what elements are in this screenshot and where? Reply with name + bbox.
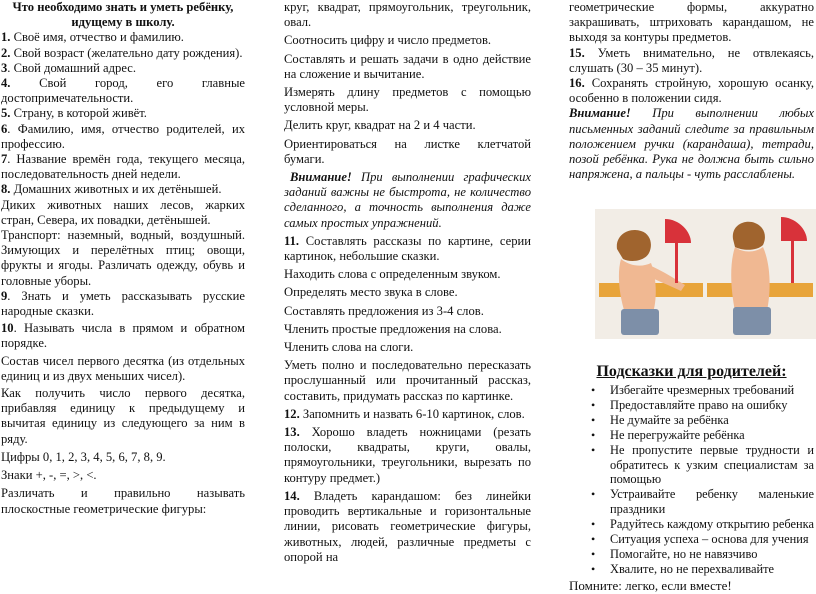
list-item-14 (284, 489, 531, 565)
list-item-8 (1, 182, 245, 197)
item-number: 1. (1, 30, 11, 45)
item-number: 11. (284, 233, 300, 248)
item-text: Уметь внимательно, не отвлекаясь, слушать (30 – 35 минут). (569, 45, 814, 75)
item-number: 10 (1, 321, 14, 336)
list-item-6 (1, 122, 245, 152)
item-number: 6 (1, 121, 8, 136)
divide-text: Делить круг, квадрат на 2 и 4 части. (284, 118, 476, 133)
list-item-11 (284, 234, 531, 264)
item-number: 15. (569, 45, 585, 60)
item-number: 14. (284, 488, 300, 503)
item-text: Владеть карандашом: без линейки проводить вертикальные и горизонтальные линии, рисовать геометрические фигуры, животных, людей, различные предметы с опорой на (284, 488, 531, 564)
item-number: 3 (1, 60, 8, 75)
list-item-1 (1, 30, 245, 45)
item-text: Своё имя, отчество и фамилию. (10, 30, 184, 45)
split-sentences-text: Членить простые предложения на слова. (284, 321, 502, 336)
tip-item: • Не перегружайте ребёнка (569, 428, 814, 443)
tip-item: • Не думайте за ребёнка (569, 413, 814, 428)
signs-text: Знаки +, -, =, >, <. (1, 468, 97, 483)
item-text: Сохранять стройную, хорошую осанку, особенно в положении сидя. (569, 76, 814, 106)
list-item-4 (1, 76, 245, 106)
list-item-15 (569, 46, 814, 76)
item-text: Свой город, его главные достопримечательности. (1, 76, 245, 106)
item-number: 12. (284, 406, 300, 421)
drawing-continued-text: геометрические формы, аккуратно закрашивать, штриховать карандашом, не выходя за контуры предметов. (569, 0, 814, 45)
item-text: Запомнить и назвать 6-10 картинок, слов. (299, 406, 525, 421)
lamp-stand (791, 241, 794, 283)
list-item-16 (569, 76, 814, 106)
attention-label: Внимание! (290, 170, 352, 185)
list-item-10 (1, 321, 245, 351)
tip-item: • Хвалите, но не перехваливайте (569, 562, 814, 577)
posture-illustration (595, 209, 816, 339)
list-item-5 (1, 106, 245, 121)
shapes-text: Различать и правильно называть плоскостные геометрические фигуры: (1, 486, 245, 516)
child-back (731, 247, 769, 311)
item-text: Домашних животных и их детёнышей. (10, 182, 222, 197)
shapes-continued-text: круг, квадрат, прямоугольник, треугольник, овал. (284, 0, 531, 30)
sound-find-text: Находить слова с определенным звуком. (284, 267, 501, 282)
item-text: Составлять рассказы по картине, серии картинок, небольшие сказки. (284, 233, 531, 264)
page-title: Что необходимо знать и уметь ребёнку, идущему в школу. (12, 0, 234, 30)
attention-note-2 (569, 106, 814, 182)
count-match-text: Соотносить цифру и число предметов. (284, 33, 492, 48)
attention-text: При выполнении любых письменных заданий следите за правильным положением ручки (карандаша), тетради, позой ребёнка. Рука не должна быть сильно напряжена, а пальцы - чуть расслаблены. (569, 106, 814, 182)
list-item-2 (1, 46, 245, 61)
item-number: 5. (1, 106, 11, 121)
item-number: 13. (284, 425, 300, 440)
item-text: Страну, в которой живёт. (10, 106, 147, 121)
tip-item: • Радуйтесь каждому открытию ребенка (569, 517, 814, 532)
skills-list (1, 30, 245, 197)
closing-text: Помните: легко, если вместе! (569, 577, 732, 593)
item-text: . Фамилию, имя, отчество родителей, их профессию. (1, 121, 245, 151)
tip-item: • Не пропустите первые трудности и обратитесь к узким специалистам за помощью (569, 443, 814, 488)
item-number: 2. (1, 45, 11, 60)
list-item-7 (1, 152, 245, 182)
item-text: . Знать и уметь рассказывать русские народные сказки. (1, 288, 245, 319)
sound-place-text: Определять место звука в слове. (284, 285, 458, 300)
list-item-9 (1, 289, 245, 319)
item-number: 8. (1, 182, 11, 197)
item-text: Хорошо владеть ножницами (резать полоски, квадраты, круги, овалы, прямоугольники, треугольники, вырезать по контуру предмет.) (284, 425, 531, 485)
item-number: 4. (1, 76, 11, 91)
item-number: 7 (1, 152, 8, 167)
item-text: . Название времён года, текущего месяца, последовательность дней недели. (1, 152, 245, 182)
item-text: . Свой домашний адрес. (7, 60, 136, 75)
tips-heading: Подсказки для родителей: (596, 363, 787, 380)
lamp-stand (675, 243, 678, 283)
column-middle (284, 0, 531, 568)
column-left (1, 0, 245, 517)
list-item-13 (284, 425, 531, 486)
number-composition-text: Состав чисел первого десятка (из отдельных единиц и из двух меньших чисел). (1, 353, 245, 383)
retell-text: Уметь полно и последовательно пересказать прослушанный или прочитанный рассказ, составить, придумать рассказ по картинке. (284, 358, 531, 403)
measure-text: Измерять длину предметов с помощью условной меры. (284, 85, 531, 115)
wild-animals-text: Диких животных наших лесов, жарких стран, Севера, их повадки, детёнышей. (1, 197, 245, 227)
tasks-text: Составлять и решать задачи в одно действие на сложение и вычитание. (284, 51, 531, 81)
child-pants (621, 309, 659, 335)
attention-text: При выполнении графических заданий важны не быстрота, не количество сделанного, а точность выполнения даже самых простых упражнений. (284, 170, 531, 230)
list-item-3 (1, 61, 245, 76)
tip-item: • Помогайте, но не навязчиво (569, 547, 814, 562)
tip-item: • Ситуация успеха – основа для учения (569, 532, 814, 547)
orient-text: Ориентироваться на листке клетчатой бумаги. (284, 136, 531, 166)
transport-text: Транспорт: наземный, водный, воздушный. Зимующих и перелётных птиц; овощи, фрукты и ягоды. Различать одежду, обувь и головные уборы. (1, 228, 245, 288)
digits-text: Цифры 0, 1, 2, 3, 4, 5, 6, 7, 8, 9. (1, 449, 166, 464)
tip-item: • Устраивайте ребенку маленькие праздники (569, 487, 814, 517)
item-text: . Называть числа в прямом и обратном порядке. (1, 321, 245, 351)
tip-item: • Избегайте чрезмерных требований (569, 383, 814, 398)
item-number: 16. (569, 76, 585, 91)
attention-label: Внимание! (569, 106, 631, 121)
tip-item: • Предоставляйте право на ошибку (569, 398, 814, 413)
attention-note (284, 170, 531, 231)
item-number: 9 (1, 288, 8, 303)
child-pants (733, 307, 771, 335)
number-formation-text: Как получить число первого десятка, прибавляя единицу к предыдущему и вычитая единицу из следующего за ним в ряду. (1, 386, 245, 446)
column-right (569, 0, 814, 182)
parent-tips (569, 363, 814, 594)
syllables-text: Членить слова на слоги. (284, 340, 414, 355)
sentences-text: Составлять предложения из 3-4 слов. (284, 303, 484, 318)
list-item-12 (284, 407, 531, 422)
tips-list (569, 383, 814, 577)
item-text: Свой возраст (желательно дату рождения). (10, 45, 243, 60)
